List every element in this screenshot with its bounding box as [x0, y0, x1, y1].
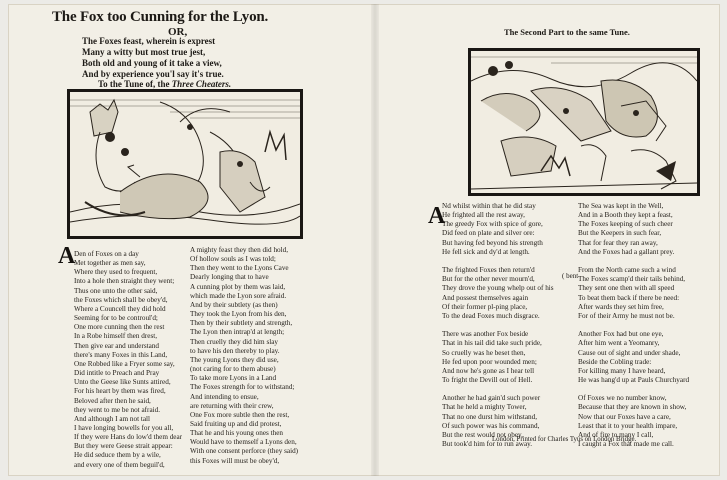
verse-line: If they were Hans do low'd them dear [74, 433, 183, 442]
stanza-gap [578, 257, 689, 266]
verse-line: Unto the Geese like Sunts attired, [74, 378, 171, 387]
verse-line: The Foxes keeping of such cheer [578, 220, 673, 229]
verse-line: They sent one then with all speed [578, 284, 675, 293]
verse-line: Seeming for to be controul'd; [74, 314, 158, 323]
verse-line: Then by their subtlety and strength, [190, 319, 293, 328]
verse-line: But the rest would not obey, [442, 430, 523, 439]
verse-line: That he held a mighty Tower, [442, 403, 527, 412]
verse-line: and every one of them beguil'd, [74, 460, 165, 469]
verse-line: Where a Councell they did hold [74, 304, 166, 313]
stanza-gap [442, 257, 554, 266]
verse-line: Did feed on plate and silver ore: [442, 229, 535, 238]
verse-line: Of hollow souls as I was told; [190, 255, 276, 264]
verse-line: Another he had gain'd such power [442, 394, 541, 403]
left-page [8, 4, 368, 476]
verse-line: That in his tail did take such pride, [442, 339, 542, 348]
ballad-title: The Fox too Cunning for the Lyon. [52, 9, 269, 25]
verse-line: But having fed beyond his strength [442, 238, 543, 247]
verse-line: For killing many I have heard, [578, 366, 666, 375]
verse-line: With one consent perforce (they said) [190, 447, 299, 456]
broadside-sheet [8, 4, 720, 476]
verse-line: And of fire to many I call, [578, 430, 654, 439]
verse-line: For of their Army he must not be. [578, 311, 675, 320]
intro-line: Both old and young of it take a view, [82, 58, 222, 68]
verse-line: After him went a Yeomanry, [578, 339, 660, 348]
verse-line: Den of Foxes on a day [74, 250, 139, 258]
verse-line: In a Robe himself then drest, [74, 332, 158, 341]
verse-line: To beat them back if there be need: [578, 293, 680, 302]
intro-line: Many a witty but most true jest, [82, 47, 206, 57]
verse-line: Dearly longing that to have [190, 273, 269, 282]
verse-line: And now he's gone as I hear tell [442, 366, 535, 375]
verse-line: the Foxes which shall be obey'd, [74, 295, 168, 304]
verse-line: But for the other never mourn'd, [442, 275, 535, 284]
intro-verse [82, 36, 224, 80]
between-columns-note: ( bent [562, 272, 579, 280]
verse-line: Nd whilst within that he did stay [442, 202, 536, 210]
verse-line: He was hang'd up at Pauls Churchyard [578, 375, 690, 384]
verse-line: One more cunning then the rest [74, 323, 165, 332]
verse-line: Did intitle to Preach and Pray [74, 369, 160, 378]
verse-line: The Sea was kept in the Well, [578, 202, 664, 210]
verse-line: Another Fox had but one eye, [578, 330, 664, 339]
verse-line: To the dead Foxes much disgrace. [442, 311, 540, 320]
verse-line: So cruelly was he beset then, [442, 348, 526, 357]
verse-line: there's many Foxes in this Land, [74, 350, 168, 359]
verse-line: I caught a Fox that made me call. [578, 440, 674, 449]
verse-line: But they were Geese strait appear: [74, 442, 173, 451]
verse-line: Beside the Cobling trade: [578, 357, 652, 366]
verse-line: Then cruelly they did him slay [190, 337, 279, 346]
verse-line: And possest themselves again [442, 293, 529, 302]
verse-line: which made the Lyon sore afraid. [190, 291, 287, 300]
verse-line: They drove the young whelp out of his [442, 284, 554, 293]
verse-line: The Lyon then intrap'd at length; [190, 328, 285, 337]
page-fold [371, 4, 379, 476]
right-page [382, 4, 720, 476]
verse-line: Thus one unto the other said, [74, 286, 158, 295]
verse-line: They took the Lyon from his den, [190, 310, 287, 319]
fox-woodcut-icon [471, 51, 697, 193]
verse-line: this Foxes will must be obey'd, [190, 456, 280, 465]
verse-line: I have longing bowells for you all, [74, 423, 174, 432]
verse-line: Then they went to the Lyons Cave [190, 264, 289, 273]
verse-line: And by their subtlety (as then) [190, 300, 278, 309]
verse-line: Met together as men say, [74, 259, 146, 268]
or-line: OR, [168, 26, 188, 38]
verse-line: The Foxes strength for to withstand; [190, 383, 295, 392]
verse-line: Beloved after then he said, [74, 396, 151, 405]
stanza-gap [578, 321, 689, 330]
woodcut-foxes-illustration [67, 89, 303, 239]
verse-line: are returning with their crew, [190, 401, 274, 410]
verse-line: That no one durst him withstand, [442, 412, 538, 421]
verse-line: And although I am not tall [74, 414, 151, 423]
stanza-gap [578, 385, 689, 394]
imprint-line: London, Printed for Charles Tyus on London Bridge. [492, 436, 637, 443]
verse-line: A cunning plot by them was laid, [190, 282, 286, 291]
stanza-gap [442, 321, 554, 330]
verse-line: Cause out of sight and under shade, [578, 348, 681, 357]
verse-line: they went to me be not afraid. [74, 405, 161, 414]
intro-line: The Foxes feast, wherein is exprest [82, 36, 216, 46]
verse-line: But took'd him for to run away. [442, 440, 533, 449]
verse-line: (not caring for to them abuse) [190, 365, 276, 374]
verse-line: The frighted Foxes then return'd [442, 266, 535, 275]
right-column-2 [578, 202, 689, 449]
verse-line: Now that our Foxes have a care, [578, 412, 671, 421]
verse-line: Where they used to frequent, [74, 268, 158, 277]
dropcap-letter: A [428, 203, 446, 229]
fox-woodcut-icon [70, 92, 300, 236]
verse-line: A mighty feast they then did hold, [190, 246, 289, 254]
verse-line: The Foxes scamp'd their tails behind, [578, 275, 686, 284]
verse-line: to have his den thereby to play. [190, 346, 280, 355]
verse-line: From the North came such a wind [578, 266, 676, 275]
verse-line: Into a hole then straight they went; [74, 277, 175, 286]
verse-line: Of such power was his command, [442, 421, 540, 430]
verse-line: The young Lyons they did use, [190, 355, 279, 364]
verse-line: Of Foxes we no number know, [578, 394, 667, 403]
verse-line: Then give ear and understand [74, 341, 160, 350]
verse-line: To fright the Devill out of Hell. [442, 375, 533, 384]
tune-name: Three Cheaters. [171, 79, 232, 89]
verse-line: And intending to ensue, [190, 392, 259, 401]
left-column-1 [74, 250, 182, 470]
verse-line: That he and his young ones then [190, 429, 284, 438]
verse-line: And the Foxes had a gallant prey. [578, 247, 675, 256]
tune-line [98, 79, 231, 89]
verse-line: Would have to themself a Lyons den, [190, 438, 297, 447]
verse-line: That for fear they ran away, [578, 238, 658, 247]
verse-line: He did seduce them by a wile, [74, 451, 161, 460]
woodcut-foxes-illustration-2 [468, 48, 700, 196]
verse-line: He fed upon poor wounded men; [442, 357, 537, 366]
verse-line: One Fox more subtle then the rest, [190, 410, 290, 419]
verse-line: Because that they are known in show, [578, 403, 687, 412]
second-part-title: The Second Part to the same Tune. [504, 27, 630, 37]
verse-line: The greedy Fox with spice of gore, [442, 220, 543, 229]
left-column-2 [190, 246, 298, 466]
verse-line: He fell sick and dy'd at length. [442, 247, 530, 256]
verse-line: For his heart by them was fired, [74, 387, 166, 396]
verse-line: One Robbed like a Fryer some say, [74, 359, 175, 368]
verse-line: After wards they set him free, [578, 302, 664, 311]
intro-line: And by experience you'l say it's true. [82, 69, 224, 79]
verse-line: But the Keepers in such fear, [578, 229, 662, 238]
verse-line: Said fruiting up and did protest, [190, 419, 282, 428]
dropcap-letter: A [58, 243, 76, 269]
verse-line: And in a Booth they kept a feast, [578, 211, 673, 220]
verse-line: Least that it to your health impare, [578, 421, 678, 430]
verse-line: There was another Fox beside [442, 330, 529, 339]
verse-line: To take more Lyons in a Land [190, 374, 277, 383]
verse-line: He frighted all the rest away, [442, 211, 525, 220]
verse-line: Of their former pl-ping place, [442, 302, 528, 311]
right-column-1 [442, 202, 554, 449]
tune-prefix: To the Tune of, the [98, 79, 172, 89]
stanza-gap [442, 385, 554, 394]
